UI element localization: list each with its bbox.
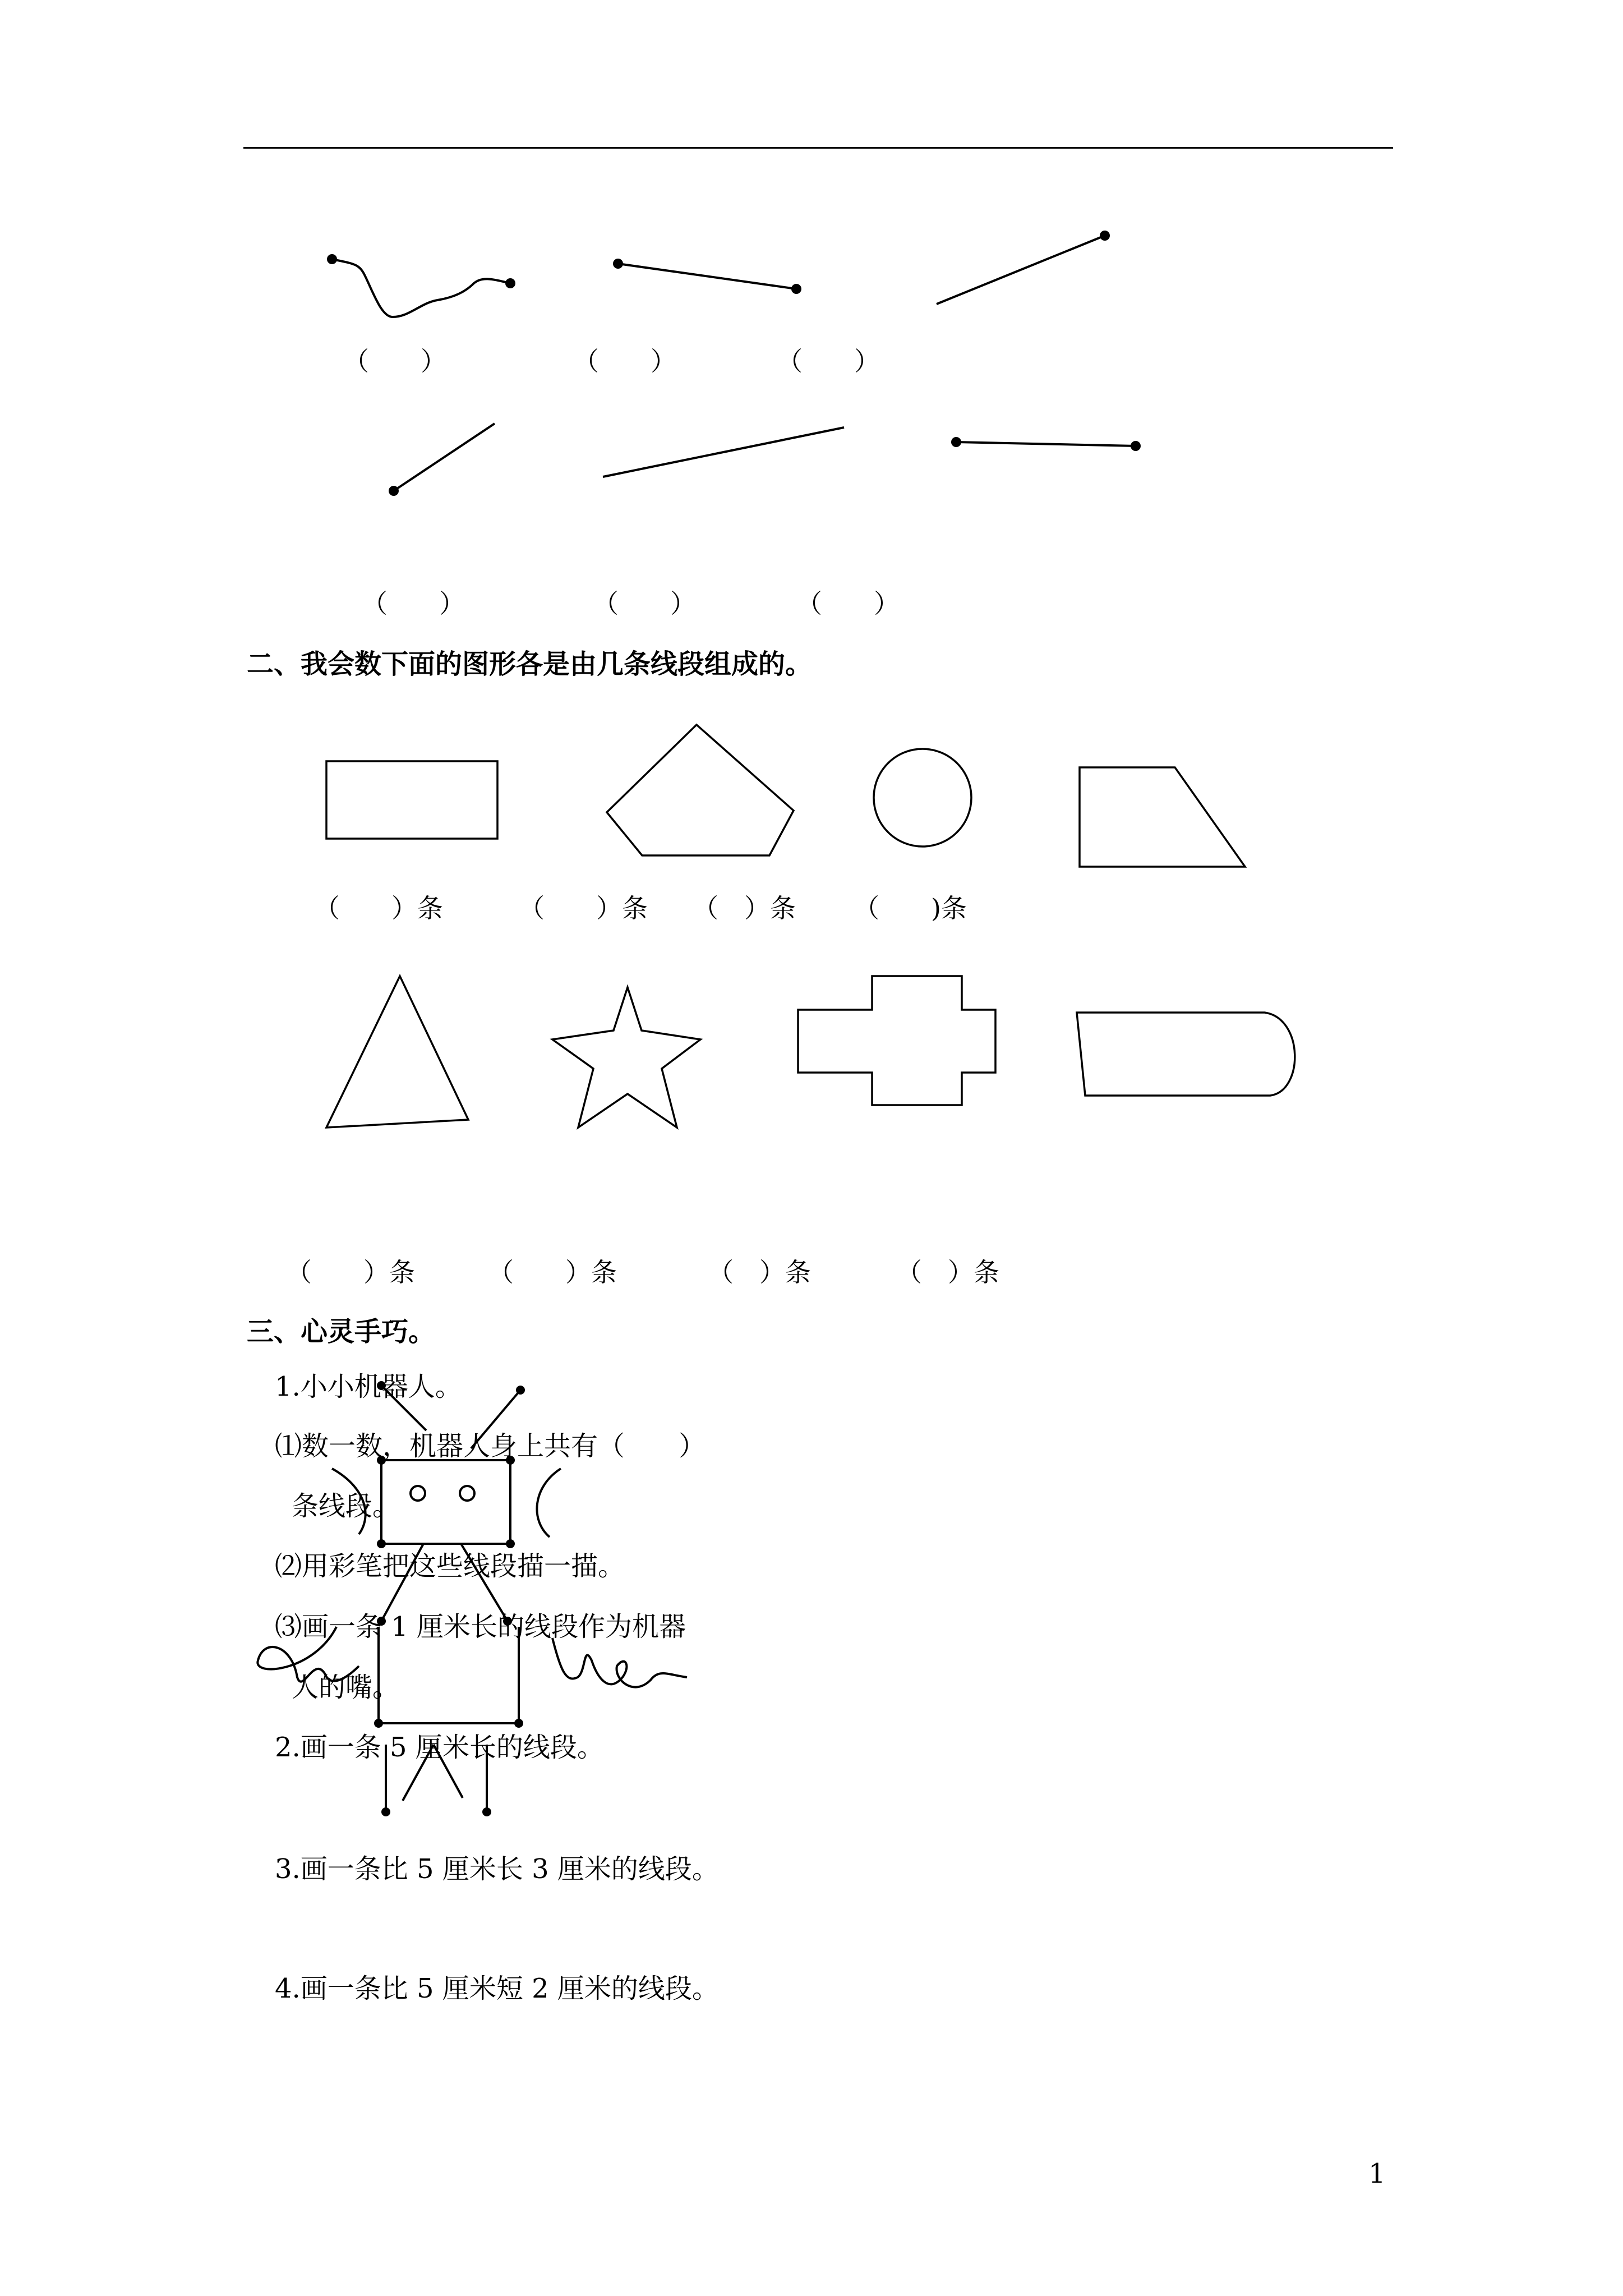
answer-rectangle[interactable]: （ ）条: [314, 893, 443, 923]
answer-triangle[interactable]: （ ）条: [286, 1257, 415, 1287]
section2-heading: 二、我会数下面的图形各是由几条线段组成的。: [247, 648, 813, 680]
answer-rounded[interactable]: （ ）条: [896, 1257, 999, 1287]
section3-heading: 三、心灵手巧。: [247, 1316, 436, 1347]
page-number: 1: [1368, 2158, 1386, 2189]
item2: 2.画一条 5 厘米长的线段。: [275, 1732, 604, 1763]
answer-cross[interactable]: （ ）条: [708, 1257, 811, 1287]
item3: 3.画一条比 5 厘米长 3 厘米的线段。: [275, 1853, 719, 1885]
blank-1-1[interactable]: （ ）: [343, 346, 446, 376]
item1-q3-line1: ⑶画一条 1 厘米长的线段作为机器: [275, 1611, 686, 1642]
blank-2-1[interactable]: （ ）: [362, 588, 465, 619]
answer-star[interactable]: （ ）条: [488, 1257, 617, 1287]
blank-1-2[interactable]: （ ）: [573, 346, 676, 376]
answer-trapezoid[interactable]: （ )条: [854, 893, 967, 923]
blank-2-3[interactable]: （ ）: [796, 588, 900, 619]
item1-q1-line2: 条线段。: [292, 1490, 400, 1522]
item1-q3-line2: 人的嘴。: [292, 1672, 400, 1703]
item1-q1-line1: ⑴数一数，机器人身上共有（ ）: [275, 1430, 706, 1462]
item1-title: 1.小小机器人。: [275, 1371, 462, 1402]
item4: 4.画一条比 5 厘米短 2 厘米的线段。: [275, 1973, 719, 2004]
blank-1-3[interactable]: （ ）: [777, 346, 880, 376]
answer-circle[interactable]: （ ）条: [693, 893, 796, 923]
blank-2-2[interactable]: （ ）: [593, 588, 696, 619]
answer-pentagon[interactable]: （ ）条: [519, 893, 648, 923]
item1-q2: ⑵用彩笔把这些线段描一描。: [275, 1550, 625, 1582]
